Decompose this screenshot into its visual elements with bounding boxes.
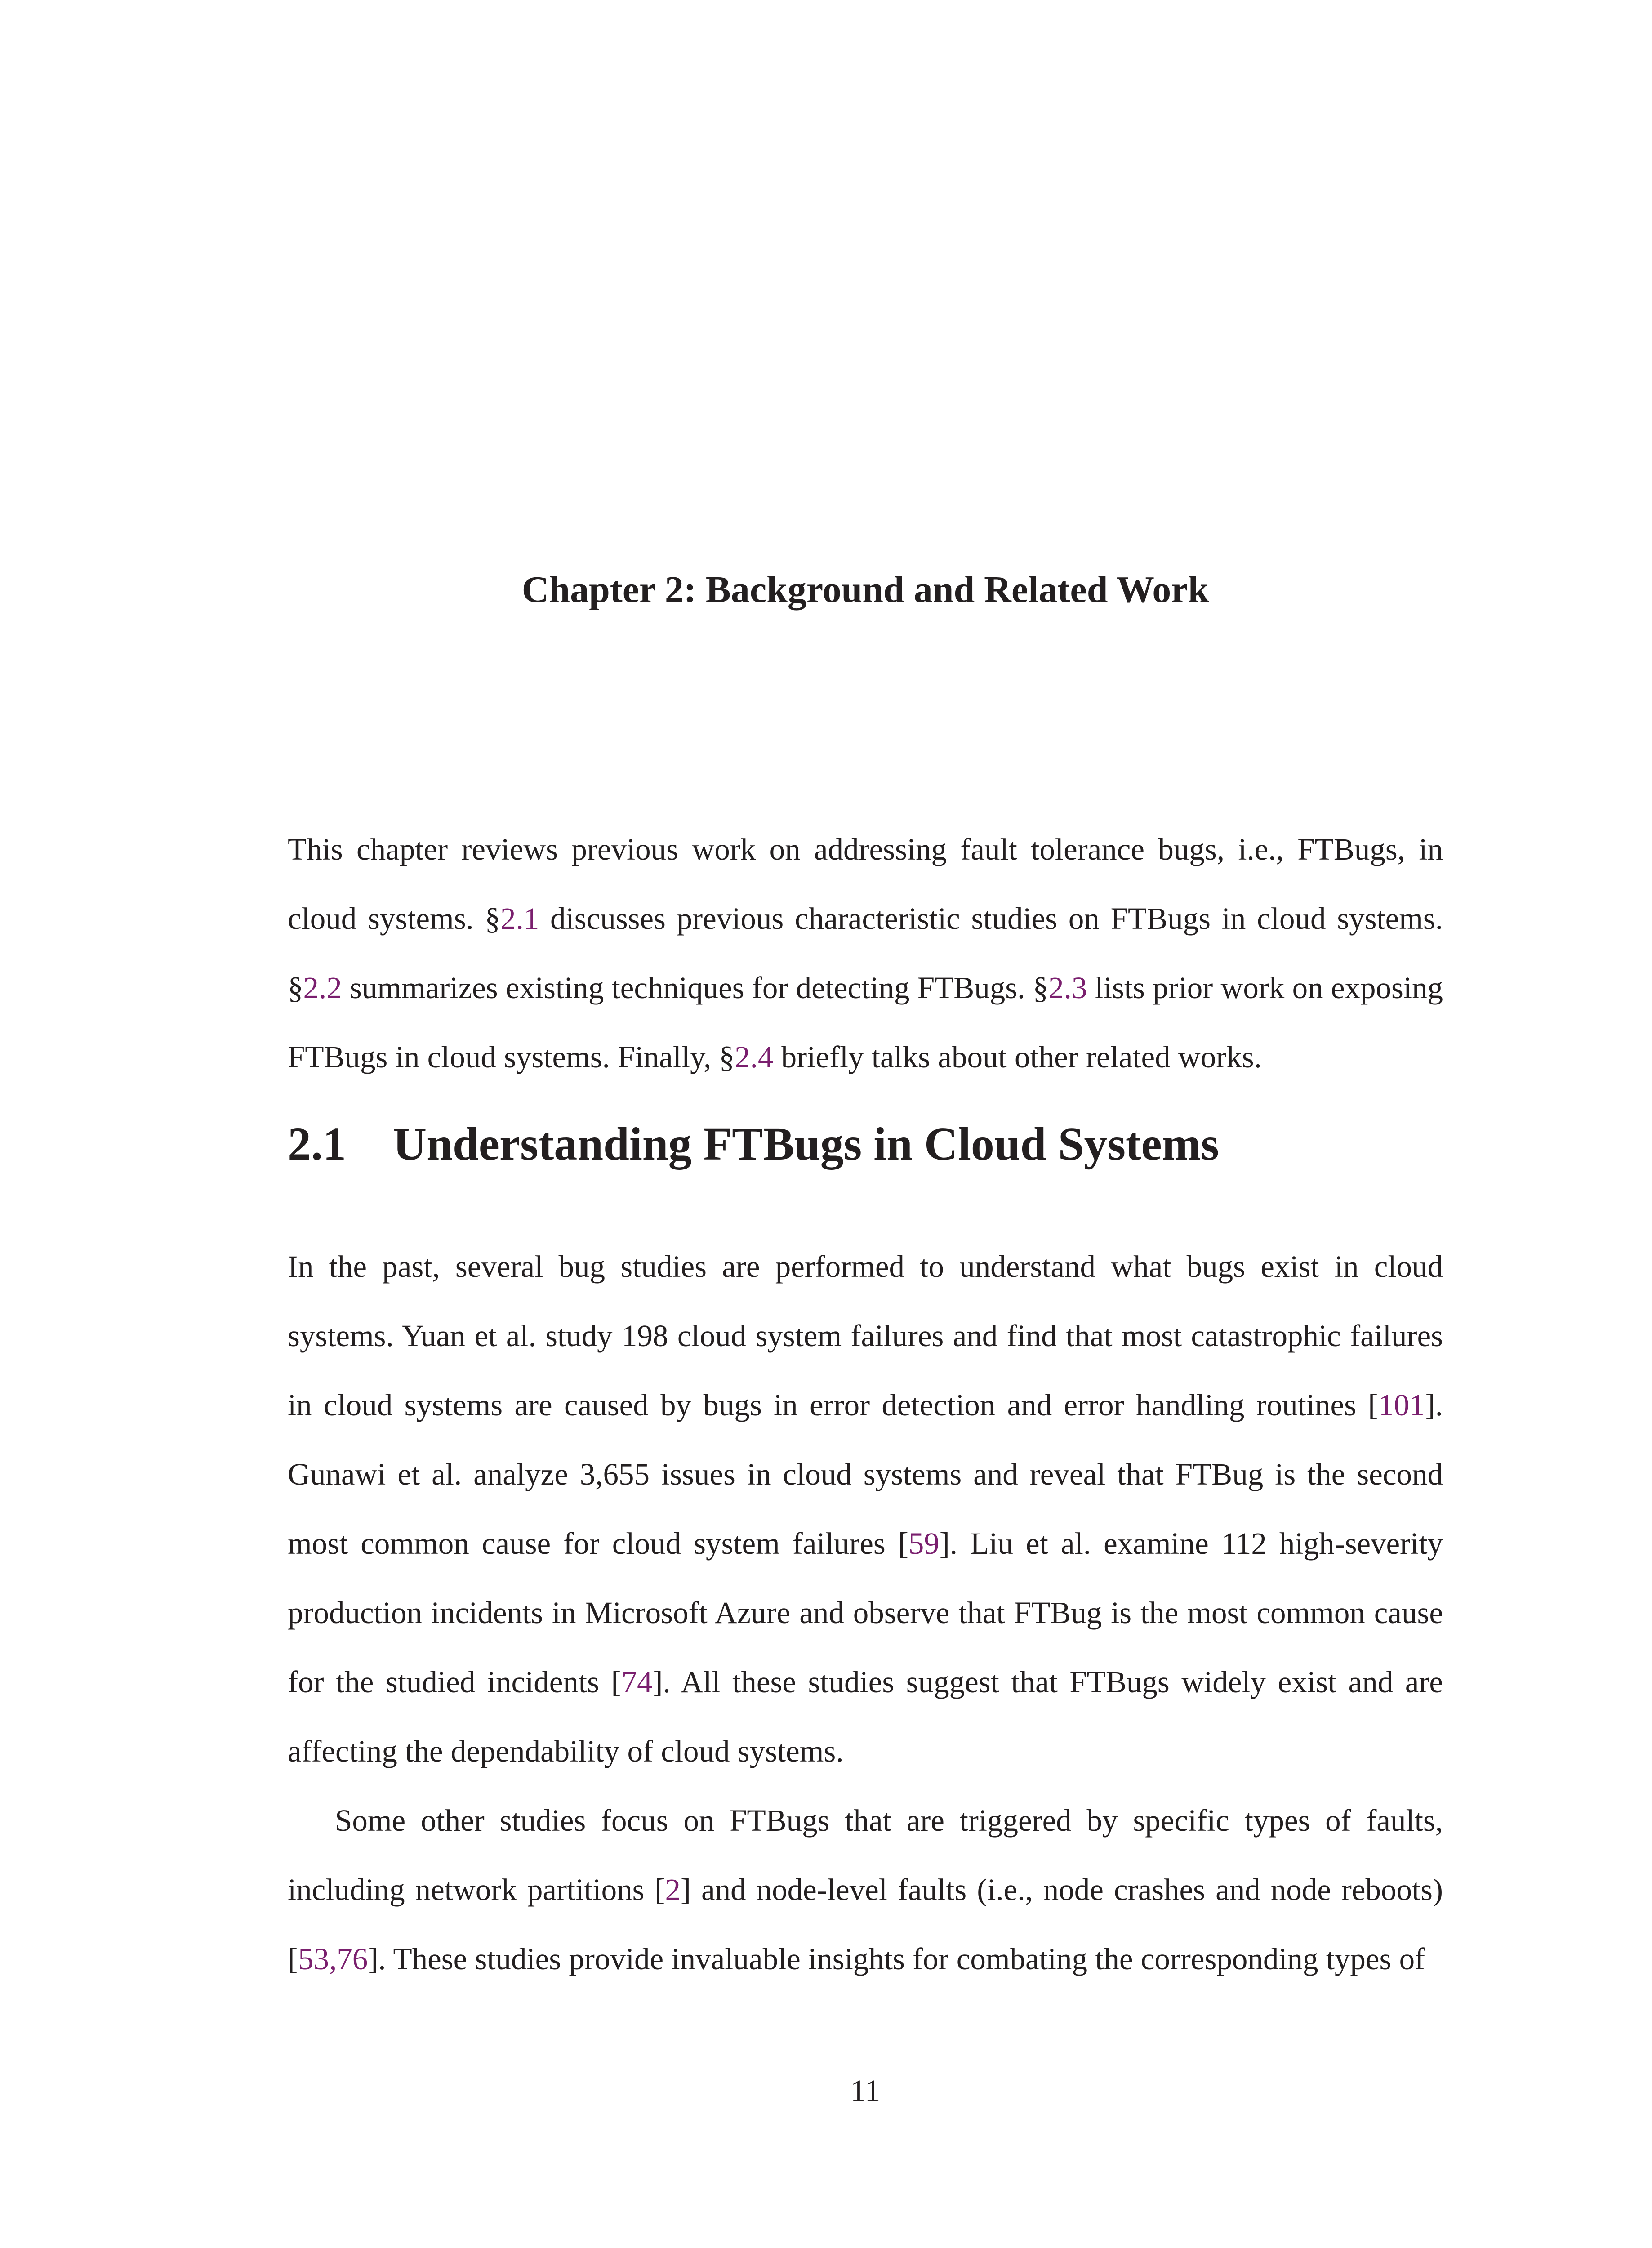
section-ref-2-3[interactable]: 2.3: [1048, 971, 1087, 1005]
paragraph-1: [288, 1232, 1443, 1786]
chapter-title: Chapter 2: Background and Related Work: [521, 569, 1209, 611]
section-heading-2-1: [288, 1117, 1443, 1171]
intro-paragraph: [288, 815, 1443, 1092]
page-content: [288, 0, 1443, 2248]
p2-text-2: ] and node-level faults (i.e., node crashes and node reboots) [: [288, 1873, 1443, 1976]
intro-text-5: briefly talks about other related works.: [773, 1040, 1262, 1074]
p2-text-1: Some other studies focus on FTBugs that are triggered by specific types of faults, including network partitions [: [288, 1803, 1443, 1907]
p1-text-2: ]. Gunawi et al. analyze 3,655 issues in cloud systems and reveal that FTBug is the second most common cause for cloud system failures [: [288, 1388, 1443, 1561]
citation-59[interactable]: 59: [908, 1526, 940, 1561]
p1-text-4: ]. All these studies suggest that FTBugs widely exist and are affecting the dependability of cloud systems.: [288, 1665, 1443, 1768]
citation-2[interactable]: 2: [665, 1873, 681, 1907]
section-ref-2-1[interactable]: 2.1: [500, 901, 539, 936]
section-2-1-body: [288, 1232, 1443, 1994]
p1-text-3: ]. Liu et al. examine 112 high-severity production incidents in Microsoft Azure and observe that FTBug is the most common cause for the studied incidents [: [288, 1526, 1443, 1699]
citation-101[interactable]: 101: [1378, 1388, 1425, 1422]
intro-text-4: lists prior work on exposing FTBugs in cloud systems. Finally, §: [288, 971, 1443, 1074]
intro-text-1: This chapter reviews previous work on addressing fault tolerance bugs, i.e., FTBugs, in cloud systems. §: [288, 832, 1443, 936]
intro-text-2: discusses previous characteristic studies on FTBugs in cloud systems. §: [288, 901, 1443, 1005]
citation-76[interactable]: 76: [337, 1942, 368, 1976]
p2-text-3: ]. These studies provide invaluable insights for combating the corresponding types of: [368, 1942, 1425, 1976]
page-number: 11: [850, 2074, 881, 2108]
intro-text-3: summarizes existing techniques for detecting FTBugs. §: [342, 971, 1049, 1005]
paragraph-2: [288, 1786, 1443, 1994]
p1-text-1: In the past, several bug studies are performed to understand what bugs exist in cloud systems. Yuan et al. study 198 cloud system failures and find that most catastrophic failures in cloud systems are caused by bugs in error detection and error handling routines [: [288, 1249, 1443, 1422]
citation-74[interactable]: 74: [621, 1665, 653, 1699]
section-title: Understanding FTBugs in Cloud Systems: [393, 1118, 1219, 1170]
chapter-intro: [288, 815, 1443, 1092]
citation-separator: ,: [329, 1942, 337, 1976]
citation-53[interactable]: 53: [298, 1942, 329, 1976]
section-ref-2-4[interactable]: 2.4: [735, 1040, 774, 1074]
section-number: 2.1: [288, 1118, 346, 1170]
section-ref-2-2[interactable]: 2.2: [303, 971, 342, 1005]
